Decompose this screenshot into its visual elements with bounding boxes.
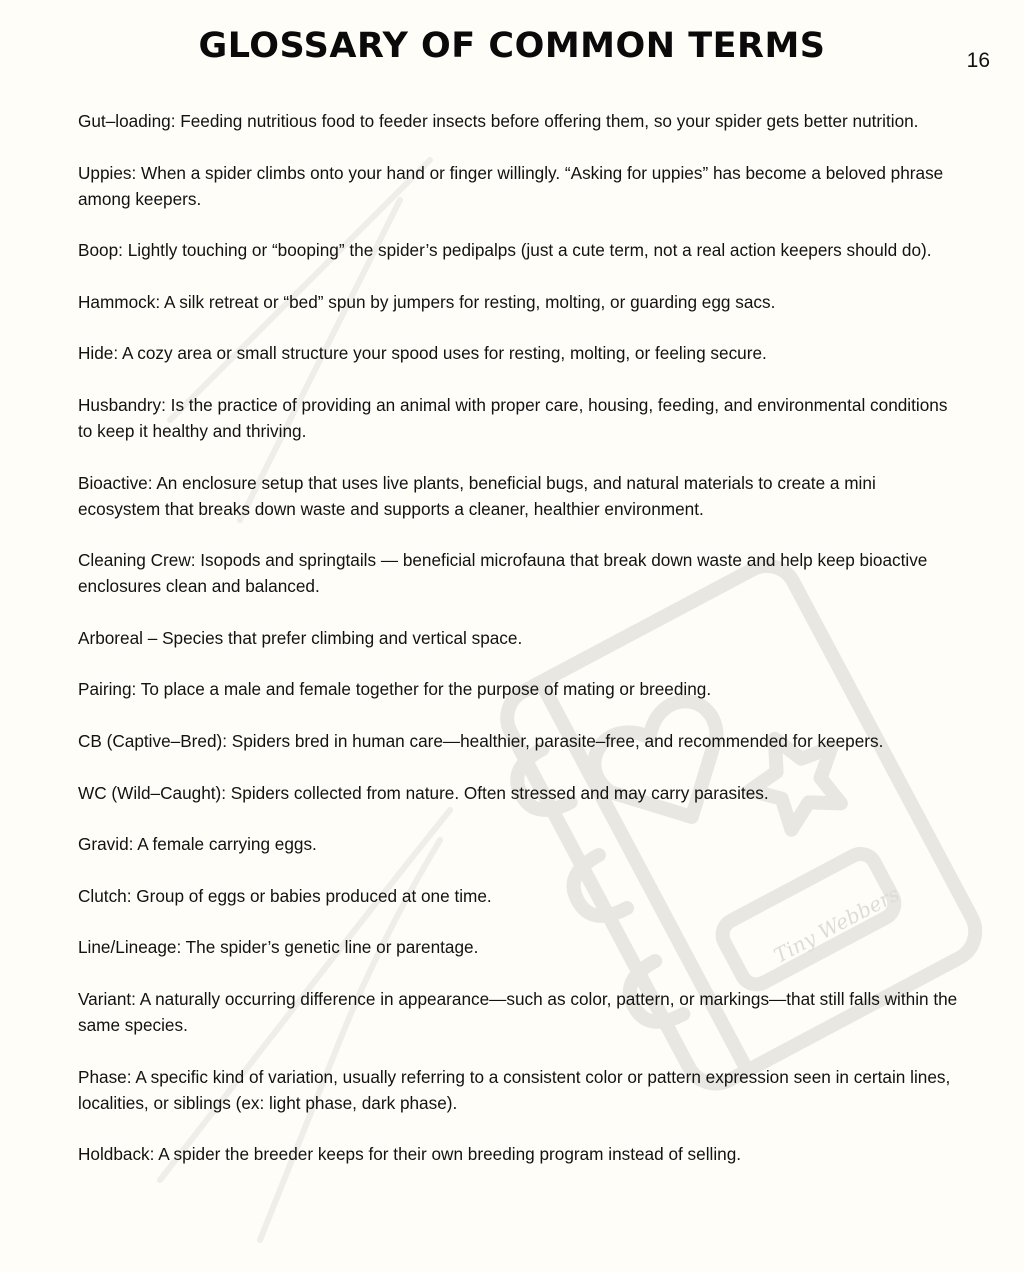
page-title: GLOSSARY OF COMMON TERMS [198,26,826,66]
glossary-entry-hide: Hide: A cozy area or small structure your spood uses for resting, molting, or feeling secure. [78,343,767,364]
svg-text:Tiny Webbers: Tiny Webbers [769,881,904,968]
glossary-entry-holdback: Holdback: A spider the breeder keeps for their own breeding program instead of selling. [78,1144,742,1165]
glossary-entry-cleaning-crew: Cleaning Crew: Isopods and springtails — beneficial microfauna that break down waste and help keep bioactive enclosures clean and balanced. [78,550,928,597]
glossary-entry-gravid: Gravid: A female carrying eggs. [78,834,317,855]
glossary-entry-boop: Boop: Lightly touching or “booping” the spider’s pedipalps (just a cute term, not a real action keepers should do). [78,240,932,261]
glossary-entry-husbandry: Husbandry: Is the practice of providing an animal with proper care, housing, feeding, and environmental conditions to keep it healthy and thriving. [78,394,948,441]
glossary-entry-hammock: Hammock: A silk retreat or “bed” spun by jumpers for resting, molting, or guarding egg sacs. [78,291,776,312]
glossary-entry-variant: Variant: A naturally occurring difference in appearance—such as color, pattern, or markings—that still falls within the same species. [78,988,958,1035]
glossary-entry-uppies: Uppies: When a spider climbs onto your hand or finger willingly. “Asking for uppies” has become a beloved phrase among keepers. [78,162,944,209]
glossary-entry-bioactive: Bioactive: An enclosure setup that uses live plants, beneficial bugs, and natural materials to create a mini ecosystem that breaks down waste and supports a cleaner, healthier environment. [78,472,876,519]
glossary-entry-clutch: Clutch: Group of eggs or babies produced at one time. [78,885,492,906]
glossary-entry-phase: Phase: A specific kind of variation, usually referring to a consistent color or pattern expression seen in certain lines, localities, or siblings (ex: light phase, dark phase). [78,1066,951,1113]
glossary-entry-lineage: Line/Lineage: The spider’s genetic line or parentage. [78,937,479,958]
glossary-list [78,108,958,1193]
glossary-entry-pairing: Pairing: To place a male and female together for the purpose of mating or breeding. [78,679,712,700]
glossary-entry-wild-caught: WC (Wild–Caught): Spiders collected from nature. Often stressed and may carry parasites. [78,782,769,803]
glossary-entry-captive-bred: CB (Captive–Bred): Spiders bred in human care—healthier, parasite–free, and recommended for keepers. [78,730,884,751]
page-number: 16 [966,49,990,72]
glossary-entry-arboreal: Arboreal – Species that prefer climbing and vertical space. [78,627,523,648]
glossary-entry-gut-loading: Gut–loading: Feeding nutritious food to feeder insects before offering them, so your spider gets better nutrition. [78,111,919,131]
